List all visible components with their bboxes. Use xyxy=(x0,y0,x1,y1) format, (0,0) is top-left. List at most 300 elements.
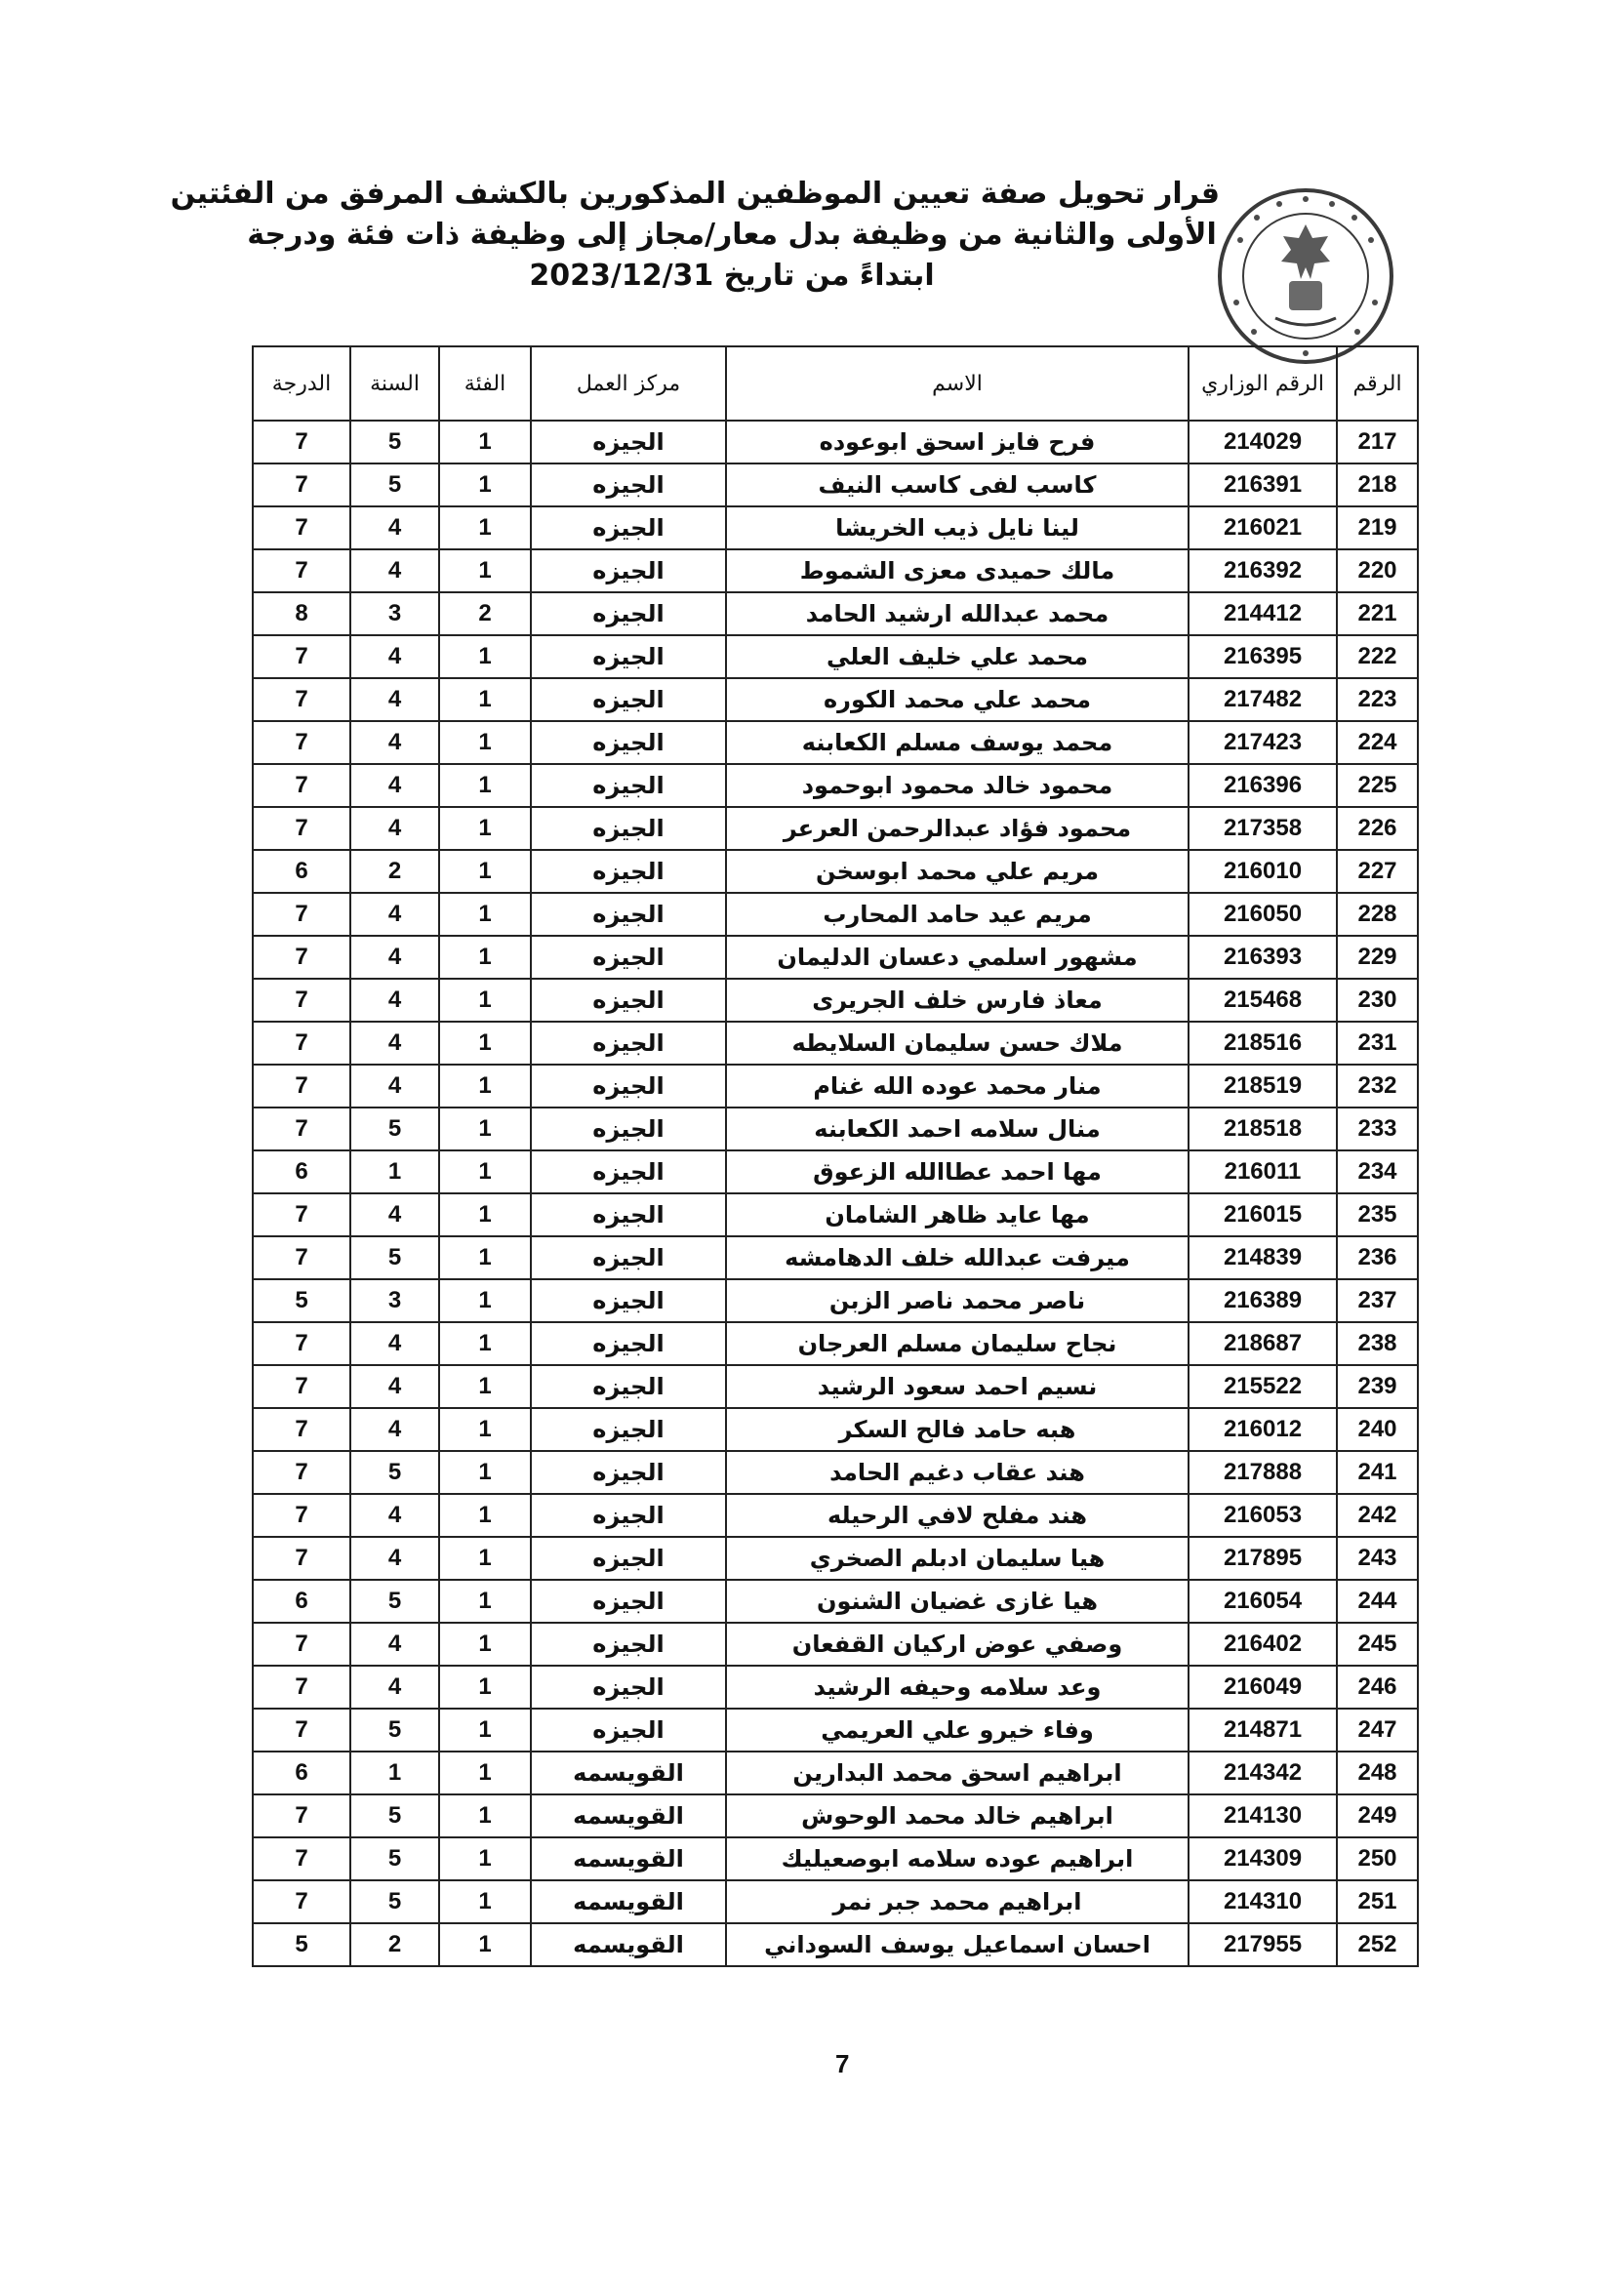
table-row xyxy=(253,1150,1418,1193)
grade-cell: 7 xyxy=(253,1236,350,1279)
employee-name-cell: هبه حامد فالح السكر xyxy=(726,1408,1189,1451)
work-center-cell: الجيزه xyxy=(531,1279,726,1322)
work-center-cell: الجيزه xyxy=(531,421,726,463)
row-index-cell: 242 xyxy=(1337,1494,1418,1537)
ministry-number-cell: 214130 xyxy=(1189,1794,1337,1837)
page-number: 7 xyxy=(835,2049,850,2078)
ministry-number-cell: 216053 xyxy=(1189,1494,1337,1537)
category-cell: 1 xyxy=(439,506,531,549)
ministry-number-cell: 214309 xyxy=(1189,1837,1337,1880)
row-index-cell: 245 xyxy=(1337,1623,1418,1666)
employee-name-cell: مريم عيد حامد المحارب xyxy=(726,893,1189,936)
work-center-cell: الجيزه xyxy=(531,893,726,936)
employee-name-cell: محمد عبدالله ارشيد الحامد xyxy=(726,592,1189,635)
ministry-number-cell: 216011 xyxy=(1189,1150,1337,1193)
grade-cell: 7 xyxy=(253,678,350,721)
year-cell: 4 xyxy=(350,1623,439,1666)
category-cell: 1 xyxy=(439,979,531,1022)
year-cell: 4 xyxy=(350,807,439,850)
grade-cell: 7 xyxy=(253,1537,350,1580)
category-cell: 1 xyxy=(439,1108,531,1150)
row-index-cell: 220 xyxy=(1337,549,1418,592)
employees-table xyxy=(252,345,1419,1967)
header-category: الفئة xyxy=(439,346,531,421)
work-center-cell: الجيزه xyxy=(531,1022,726,1065)
row-index-cell: 233 xyxy=(1337,1108,1418,1150)
grade-cell: 7 xyxy=(253,1880,350,1923)
grade-cell: 7 xyxy=(253,1451,350,1494)
employee-name-cell: محمود خالد محمود ابوحمود xyxy=(726,764,1189,807)
table-row xyxy=(253,549,1418,592)
category-cell: 1 xyxy=(439,936,531,979)
employee-name-cell: فرح فايز اسحق ابوعوده xyxy=(726,421,1189,463)
work-center-cell: الجيزه xyxy=(531,1150,726,1193)
row-index-cell: 224 xyxy=(1337,721,1418,764)
header-index: الرقم xyxy=(1337,346,1418,421)
grade-cell: 7 xyxy=(253,1322,350,1365)
work-center-cell: الجيزه xyxy=(531,936,726,979)
grade-cell: 7 xyxy=(253,549,350,592)
year-cell: 5 xyxy=(350,1580,439,1623)
ministry-number-cell: 216050 xyxy=(1189,893,1337,936)
table-row xyxy=(253,1022,1418,1065)
year-cell: 4 xyxy=(350,678,439,721)
employee-name-cell: كاسب لفى كاسب النيف xyxy=(726,463,1189,506)
grade-cell: 7 xyxy=(253,893,350,936)
work-center-cell: الجيزه xyxy=(531,850,726,893)
grade-cell: 7 xyxy=(253,463,350,506)
category-cell: 1 xyxy=(439,421,531,463)
work-center-cell: الجيزه xyxy=(531,1322,726,1365)
row-index-cell: 223 xyxy=(1337,678,1418,721)
row-index-cell: 230 xyxy=(1337,979,1418,1022)
grade-cell: 7 xyxy=(253,1365,350,1408)
work-center-cell: الجيزه xyxy=(531,1537,726,1580)
work-center-cell: القويسمه xyxy=(531,1923,726,1966)
work-center-cell: الجيزه xyxy=(531,549,726,592)
work-center-cell: الجيزه xyxy=(531,721,726,764)
grade-cell: 8 xyxy=(253,592,350,635)
employee-name-cell: محمد علي محمد الكوره xyxy=(726,678,1189,721)
category-cell: 1 xyxy=(439,1580,531,1623)
employee-name-cell: محمد علي خليف العلي xyxy=(726,635,1189,678)
work-center-cell: الجيزه xyxy=(531,1623,726,1666)
category-cell: 1 xyxy=(439,635,531,678)
work-center-cell: الجيزه xyxy=(531,1408,726,1451)
title-line-3: ابتداءً من تاريخ 2023/12/31 xyxy=(529,259,935,293)
employee-name-cell: ابراهيم عوده سلامه ابوصعيليك xyxy=(726,1837,1189,1880)
work-center-cell: الجيزه xyxy=(531,764,726,807)
year-cell: 4 xyxy=(350,936,439,979)
category-cell: 1 xyxy=(439,1408,531,1451)
table-row xyxy=(253,1451,1418,1494)
row-index-cell: 241 xyxy=(1337,1451,1418,1494)
year-cell: 5 xyxy=(350,1108,439,1150)
table-row xyxy=(253,1193,1418,1236)
table-row xyxy=(253,1494,1418,1537)
category-cell: 1 xyxy=(439,1193,531,1236)
row-index-cell: 252 xyxy=(1337,1923,1418,1966)
grade-cell: 5 xyxy=(253,1279,350,1322)
employee-name-cell: نجاح سليمان مسلم العرجان xyxy=(726,1322,1189,1365)
year-cell: 4 xyxy=(350,1494,439,1537)
ministry-number-cell: 216393 xyxy=(1189,936,1337,979)
category-cell: 1 xyxy=(439,1236,531,1279)
year-cell: 5 xyxy=(350,1794,439,1837)
ministry-number-cell: 216391 xyxy=(1189,463,1337,506)
row-index-cell: 249 xyxy=(1337,1794,1418,1837)
header-ministry-number: الرقم الوزاري xyxy=(1189,346,1337,421)
employee-name-cell: محمد يوسف مسلم الكعابنه xyxy=(726,721,1189,764)
category-cell: 1 xyxy=(439,1666,531,1709)
year-cell: 3 xyxy=(350,1279,439,1322)
employee-name-cell: ابراهيم محمد جبر نمر xyxy=(726,1880,1189,1923)
ministry-number-cell: 217895 xyxy=(1189,1537,1337,1580)
work-center-cell: الجيزه xyxy=(531,463,726,506)
grade-cell: 7 xyxy=(253,721,350,764)
table-row xyxy=(253,893,1418,936)
table-header-row xyxy=(253,346,1418,421)
work-center-cell: الجيزه xyxy=(531,1494,726,1537)
ministry-number-cell: 214412 xyxy=(1189,592,1337,635)
work-center-cell: القويسمه xyxy=(531,1794,726,1837)
work-center-cell: القويسمه xyxy=(531,1880,726,1923)
ministry-number-cell: 217482 xyxy=(1189,678,1337,721)
year-cell: 4 xyxy=(350,1065,439,1108)
row-index-cell: 229 xyxy=(1337,936,1418,979)
table-row xyxy=(253,850,1418,893)
category-cell: 1 xyxy=(439,1150,531,1193)
employee-name-cell: وصفي عوض اركيان القفعان xyxy=(726,1623,1189,1666)
employee-name-cell: ناصر محمد ناصر الزبن xyxy=(726,1279,1189,1322)
work-center-cell: الجيزه xyxy=(531,807,726,850)
header-grade: الدرجة xyxy=(253,346,350,421)
table-row xyxy=(253,635,1418,678)
category-cell: 1 xyxy=(439,549,531,592)
grade-cell: 7 xyxy=(253,1408,350,1451)
table-row xyxy=(253,1537,1418,1580)
table-row xyxy=(253,721,1418,764)
ministry-number-cell: 214029 xyxy=(1189,421,1337,463)
category-cell: 1 xyxy=(439,807,531,850)
ministry-number-cell: 216012 xyxy=(1189,1408,1337,1451)
work-center-cell: الجيزه xyxy=(531,1108,726,1150)
year-cell: 4 xyxy=(350,1365,439,1408)
employee-name-cell: هيا غازى غضيان الشنون xyxy=(726,1580,1189,1623)
ministry-number-cell: 217358 xyxy=(1189,807,1337,850)
employee-name-cell: مالك حميدى معزى الشموط xyxy=(726,549,1189,592)
grade-cell: 7 xyxy=(253,1022,350,1065)
category-cell: 1 xyxy=(439,1623,531,1666)
category-cell: 1 xyxy=(439,1065,531,1108)
ministry-number-cell: 214310 xyxy=(1189,1880,1337,1923)
row-index-cell: 247 xyxy=(1337,1709,1418,1752)
employee-name-cell: ابراهيم اسحق محمد البدارين xyxy=(726,1752,1189,1794)
table-row xyxy=(253,1365,1418,1408)
category-cell: 1 xyxy=(439,1837,531,1880)
work-center-cell: الجيزه xyxy=(531,1580,726,1623)
employee-name-cell: محمود فؤاد عبدالرحمن العرعر xyxy=(726,807,1189,850)
table-row xyxy=(253,1880,1418,1923)
category-cell: 1 xyxy=(439,1752,531,1794)
year-cell: 4 xyxy=(350,1408,439,1451)
year-cell: 5 xyxy=(350,1880,439,1923)
grade-cell: 7 xyxy=(253,1193,350,1236)
row-index-cell: 226 xyxy=(1337,807,1418,850)
ministry-number-cell: 217955 xyxy=(1189,1923,1337,1966)
row-index-cell: 221 xyxy=(1337,592,1418,635)
header-name: الاسم xyxy=(726,346,1189,421)
row-index-cell: 251 xyxy=(1337,1880,1418,1923)
year-cell: 4 xyxy=(350,1666,439,1709)
table-row xyxy=(253,421,1418,463)
ministry-number-cell: 216015 xyxy=(1189,1193,1337,1236)
work-center-cell: الجيزه xyxy=(531,1236,726,1279)
title-line-2: الأولى والثانية من وظيفة بدل معار/مجاز إلى وظيفة ذات فئة ودرجة xyxy=(247,218,1217,252)
work-center-cell: الجيزه xyxy=(531,1193,726,1236)
category-cell: 1 xyxy=(439,1709,531,1752)
employee-name-cell: وفاء خيرو علي العريمي xyxy=(726,1709,1189,1752)
ministry-number-cell: 216054 xyxy=(1189,1580,1337,1623)
header-year: السنة xyxy=(350,346,439,421)
ministry-number-cell: 216396 xyxy=(1189,764,1337,807)
year-cell: 4 xyxy=(350,979,439,1022)
category-cell: 1 xyxy=(439,678,531,721)
ministry-number-cell: 218518 xyxy=(1189,1108,1337,1150)
employee-name-cell: احسان اسماعيل يوسف السوداني xyxy=(726,1923,1189,1966)
table-row xyxy=(253,1666,1418,1709)
table-row xyxy=(253,1623,1418,1666)
year-cell: 4 xyxy=(350,549,439,592)
grade-cell: 7 xyxy=(253,1837,350,1880)
table-row xyxy=(253,1108,1418,1150)
row-index-cell: 231 xyxy=(1337,1022,1418,1065)
row-index-cell: 227 xyxy=(1337,850,1418,893)
year-cell: 5 xyxy=(350,1451,439,1494)
table-row xyxy=(253,807,1418,850)
employee-name-cell: وعد سلامه وحيفه الرشيد xyxy=(726,1666,1189,1709)
year-cell: 4 xyxy=(350,721,439,764)
header-work-center: مركز العمل xyxy=(531,346,726,421)
employee-name-cell: ميرفت عبدالله خلف الدهامشه xyxy=(726,1236,1189,1279)
table-row xyxy=(253,1837,1418,1880)
row-index-cell: 236 xyxy=(1337,1236,1418,1279)
grade-cell: 7 xyxy=(253,1623,350,1666)
employee-name-cell: نسيم احمد سعود الرشيد xyxy=(726,1365,1189,1408)
work-center-cell: الجيزه xyxy=(531,979,726,1022)
year-cell: 4 xyxy=(350,893,439,936)
ministry-number-cell: 218516 xyxy=(1189,1022,1337,1065)
work-center-cell: الجيزه xyxy=(531,1709,726,1752)
grade-cell: 7 xyxy=(253,635,350,678)
row-index-cell: 225 xyxy=(1337,764,1418,807)
ministry-number-cell: 216402 xyxy=(1189,1623,1337,1666)
employee-name-cell: مها احمد عطاالله الزعوق xyxy=(726,1150,1189,1193)
year-cell: 1 xyxy=(350,1752,439,1794)
table-row xyxy=(253,936,1418,979)
grade-cell: 7 xyxy=(253,807,350,850)
ministry-number-cell: 218687 xyxy=(1189,1322,1337,1365)
decision-title xyxy=(170,174,1220,297)
row-index-cell: 237 xyxy=(1337,1279,1418,1322)
year-cell: 4 xyxy=(350,1537,439,1580)
employee-name-cell: مريم علي محمد ابوسخن xyxy=(726,850,1189,893)
ministry-number-cell: 214871 xyxy=(1189,1709,1337,1752)
ministry-number-cell: 218519 xyxy=(1189,1065,1337,1108)
ministry-number-cell: 214839 xyxy=(1189,1236,1337,1279)
ministry-number-cell: 215522 xyxy=(1189,1365,1337,1408)
ministry-number-cell: 215468 xyxy=(1189,979,1337,1022)
work-center-cell: الجيزه xyxy=(531,1065,726,1108)
grade-cell: 6 xyxy=(253,1752,350,1794)
grade-cell: 7 xyxy=(253,1108,350,1150)
grade-cell: 7 xyxy=(253,936,350,979)
row-index-cell: 235 xyxy=(1337,1193,1418,1236)
work-center-cell: الجيزه xyxy=(531,1365,726,1408)
row-index-cell: 244 xyxy=(1337,1580,1418,1623)
table-row xyxy=(253,1580,1418,1623)
year-cell: 4 xyxy=(350,506,439,549)
table-row xyxy=(253,1752,1418,1794)
grade-cell: 7 xyxy=(253,1666,350,1709)
work-center-cell: الجيزه xyxy=(531,506,726,549)
row-index-cell: 239 xyxy=(1337,1365,1418,1408)
grade-cell: 6 xyxy=(253,850,350,893)
grade-cell: 7 xyxy=(253,1709,350,1752)
employee-name-cell: ملاك حسن سليمان السلايطه xyxy=(726,1022,1189,1065)
category-cell: 1 xyxy=(439,850,531,893)
work-center-cell: الجيزه xyxy=(531,635,726,678)
category-cell: 1 xyxy=(439,764,531,807)
work-center-cell: الجيزه xyxy=(531,592,726,635)
employee-name-cell: هند عقاب دغيم الحامد xyxy=(726,1451,1189,1494)
year-cell: 2 xyxy=(350,850,439,893)
row-index-cell: 217 xyxy=(1337,421,1418,463)
ministry-seal-icon xyxy=(1215,185,1396,367)
ministry-number-cell: 216021 xyxy=(1189,506,1337,549)
category-cell: 1 xyxy=(439,1494,531,1537)
table-body xyxy=(253,421,1418,1966)
employee-name-cell: مها عايد ظاهر الشامان xyxy=(726,1193,1189,1236)
ministry-number-cell: 216049 xyxy=(1189,1666,1337,1709)
employee-name-cell: منار محمد عوده الله غنام xyxy=(726,1065,1189,1108)
row-index-cell: 234 xyxy=(1337,1150,1418,1193)
category-cell: 1 xyxy=(439,1365,531,1408)
year-cell: 4 xyxy=(350,1022,439,1065)
ministry-number-cell: 216389 xyxy=(1189,1279,1337,1322)
work-center-cell: القويسمه xyxy=(531,1837,726,1880)
row-index-cell: 243 xyxy=(1337,1537,1418,1580)
employee-name-cell: هند مفلح لافي الرحيله xyxy=(726,1494,1189,1537)
category-cell: 1 xyxy=(439,1537,531,1580)
employee-name-cell: معاذ فارس خلف الجريرى xyxy=(726,979,1189,1022)
table-row xyxy=(253,1236,1418,1279)
table-row xyxy=(253,1923,1418,1966)
row-index-cell: 246 xyxy=(1337,1666,1418,1709)
grade-cell: 7 xyxy=(253,979,350,1022)
category-cell: 1 xyxy=(439,463,531,506)
ministry-number-cell: 217423 xyxy=(1189,721,1337,764)
employee-name-cell: مشهور اسلمي دعسان الدليمان xyxy=(726,936,1189,979)
category-cell: 1 xyxy=(439,1022,531,1065)
title-line-1: قرار تحويل صفة تعيين الموظفين المذكورين بالكشف المرفق من الفئتين xyxy=(170,177,1220,211)
grade-cell: 7 xyxy=(253,506,350,549)
category-cell: 1 xyxy=(439,1279,531,1322)
year-cell: 2 xyxy=(350,1923,439,1966)
row-index-cell: 222 xyxy=(1337,635,1418,678)
table-row xyxy=(253,463,1418,506)
table-row xyxy=(253,1709,1418,1752)
row-index-cell: 232 xyxy=(1337,1065,1418,1108)
table-row xyxy=(253,592,1418,635)
ministry-number-cell: 217888 xyxy=(1189,1451,1337,1494)
row-index-cell: 228 xyxy=(1337,893,1418,936)
category-cell: 1 xyxy=(439,1451,531,1494)
ministry-number-cell: 214342 xyxy=(1189,1752,1337,1794)
category-cell: 1 xyxy=(439,1880,531,1923)
grade-cell: 7 xyxy=(253,1494,350,1537)
row-index-cell: 240 xyxy=(1337,1408,1418,1451)
work-center-cell: الجيزه xyxy=(531,1666,726,1709)
category-cell: 1 xyxy=(439,1923,531,1966)
category-cell: 1 xyxy=(439,1794,531,1837)
work-center-cell: القويسمه xyxy=(531,1752,726,1794)
category-cell: 1 xyxy=(439,893,531,936)
year-cell: 5 xyxy=(350,463,439,506)
ministry-number-cell: 216010 xyxy=(1189,850,1337,893)
table-row xyxy=(253,1322,1418,1365)
year-cell: 5 xyxy=(350,1837,439,1880)
table-row xyxy=(253,1279,1418,1322)
year-cell: 5 xyxy=(350,1709,439,1752)
grade-cell: 6 xyxy=(253,1150,350,1193)
category-cell: 2 xyxy=(439,592,531,635)
year-cell: 1 xyxy=(350,1150,439,1193)
table-row xyxy=(253,506,1418,549)
year-cell: 4 xyxy=(350,1193,439,1236)
grade-cell: 6 xyxy=(253,1580,350,1623)
year-cell: 3 xyxy=(350,592,439,635)
year-cell: 4 xyxy=(350,1322,439,1365)
grade-cell: 5 xyxy=(253,1923,350,1966)
row-index-cell: 219 xyxy=(1337,506,1418,549)
employee-name-cell: لينا نايل ذيب الخريشا xyxy=(726,506,1189,549)
ministry-number-cell: 216392 xyxy=(1189,549,1337,592)
ministry-number-cell: 216395 xyxy=(1189,635,1337,678)
row-index-cell: 238 xyxy=(1337,1322,1418,1365)
work-center-cell: الجيزه xyxy=(531,1451,726,1494)
row-index-cell: 218 xyxy=(1337,463,1418,506)
employee-name-cell: هيا سليمان ادبلم الصخري xyxy=(726,1537,1189,1580)
row-index-cell: 248 xyxy=(1337,1752,1418,1794)
table-row xyxy=(253,678,1418,721)
work-center-cell: الجيزه xyxy=(531,678,726,721)
table-row xyxy=(253,979,1418,1022)
row-index-cell: 250 xyxy=(1337,1837,1418,1880)
year-cell: 5 xyxy=(350,421,439,463)
year-cell: 4 xyxy=(350,764,439,807)
employee-name-cell: منال سلامه احمد الكعابنه xyxy=(726,1108,1189,1150)
grade-cell: 7 xyxy=(253,1794,350,1837)
table-row xyxy=(253,1408,1418,1451)
table-row xyxy=(253,764,1418,807)
grade-cell: 7 xyxy=(253,421,350,463)
grade-cell: 7 xyxy=(253,764,350,807)
category-cell: 1 xyxy=(439,1322,531,1365)
year-cell: 5 xyxy=(350,1236,439,1279)
table-row xyxy=(253,1794,1418,1837)
employee-name-cell: ابراهيم خالد محمد الوحوش xyxy=(726,1794,1189,1837)
